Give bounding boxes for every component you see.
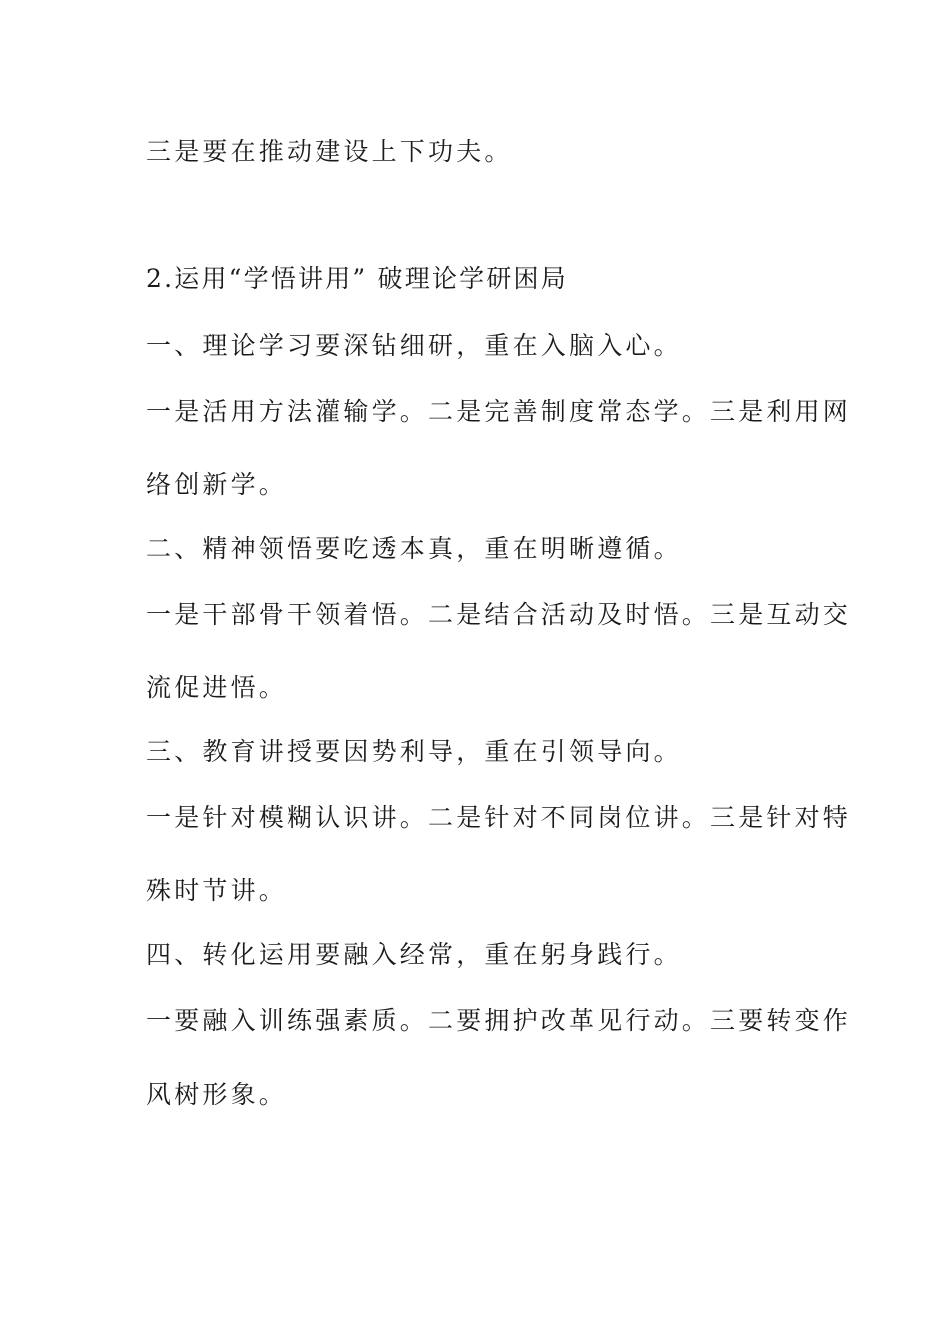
paragraph-closing-point: 三是要在推动建设上下功夫。 bbox=[146, 137, 513, 166]
paragraph-theory-study-line1: 一是活用方法灌输学。二是完善制度常态学。三是利用网 bbox=[146, 397, 852, 426]
paragraph-spirit-understanding-line1: 一是干部骨干领着悟。二是结合活动及时悟。三是互动交 bbox=[146, 600, 852, 629]
paragraph-theory-study-line2: 络创新学。 bbox=[146, 470, 288, 499]
subheading-spirit-understanding: 二、精神领悟要吃透本真，重在明晰遵循。 bbox=[146, 534, 682, 563]
paragraph-application-line2: 风树形象。 bbox=[146, 1080, 288, 1109]
paragraph-education-teaching-line1: 一是针对模糊认识讲。二是针对不同岗位讲。三是针对特 bbox=[146, 803, 852, 832]
subheading-application: 四、转化运用要融入经常，重在躬身践行。 bbox=[146, 940, 682, 969]
paragraph-application-line1: 一要融入训练强素质。二要拥护改革见行动。三要转变作 bbox=[146, 1006, 852, 1035]
paragraph-education-teaching-line2: 殊时节讲。 bbox=[146, 876, 288, 905]
section-heading: 2.运用“学悟讲用” 破理论学研困局 bbox=[146, 264, 568, 293]
paragraph-spirit-understanding-line2: 流促进悟。 bbox=[146, 673, 288, 702]
subheading-theory-study: 一、理论学习要深钻细研，重在入脑入心。 bbox=[146, 331, 682, 360]
subheading-education-teaching: 三、教育讲授要因势利导，重在引领导向。 bbox=[146, 737, 682, 766]
